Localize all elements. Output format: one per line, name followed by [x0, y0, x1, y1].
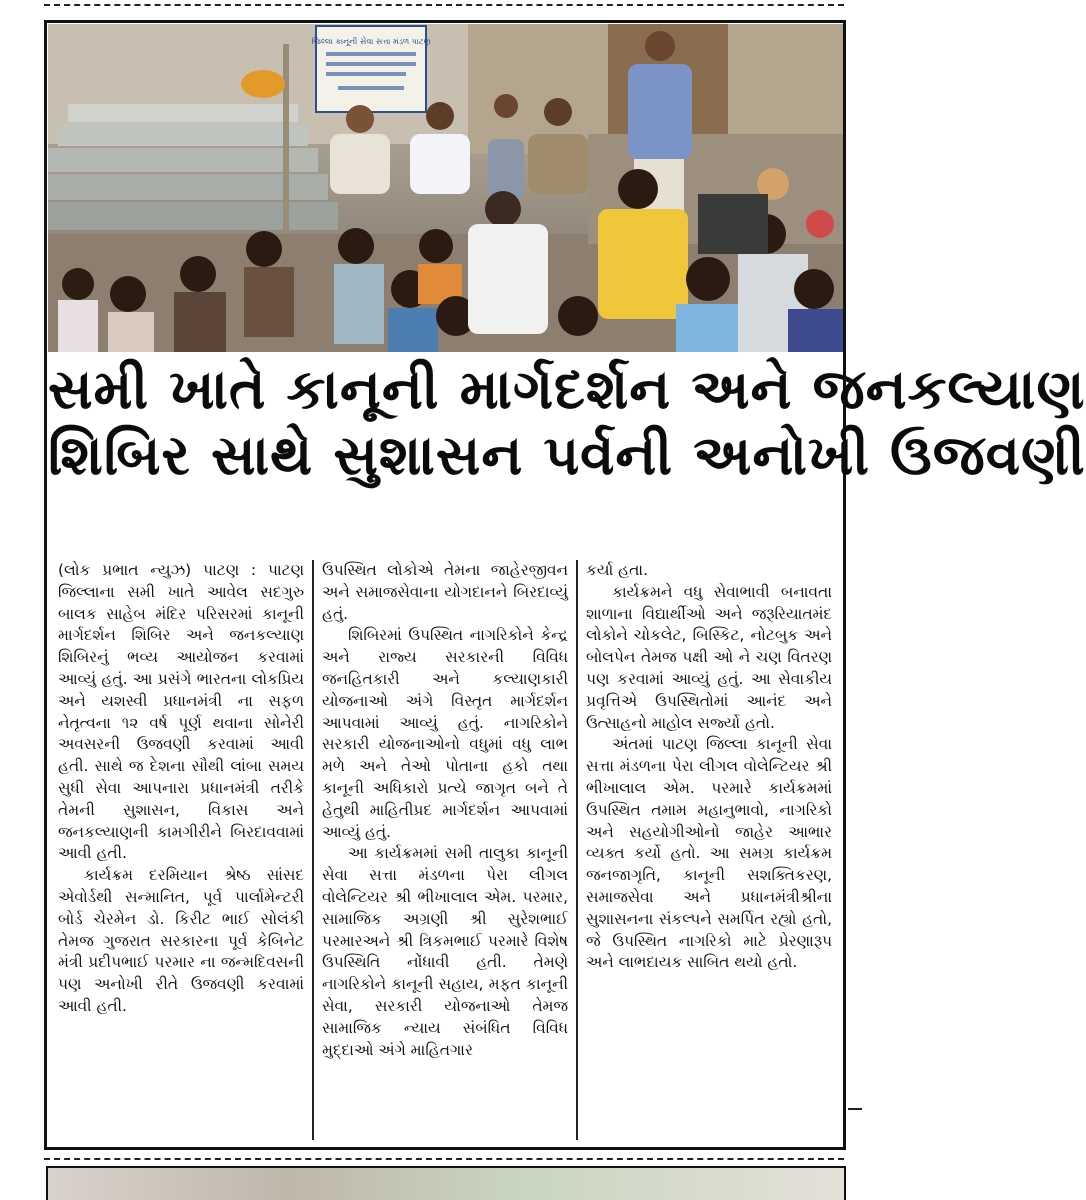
article-photo — [48, 24, 843, 352]
article-column-3 — [576, 560, 840, 1140]
banner-text: જિલ્લા કાનૂની સેવા સત્તા મંડળ પાટણ — [311, 37, 431, 46]
headline — [48, 356, 1086, 488]
paragraph: કાર્યક્રમને વધુ સેવાભાવી બનાવતા શાળાના વિદ્યાર્થીઓ અને જરૂરિયાતમંદ લોકોને ચોકલેટ, બિસ્કિટ, નોટબુક અને બોલપેન તેમજ પક્ષી ઓ ને ચણ વિતરણ પણ કરવામાં આવ્યું હતું. આ સેવાકીય પ્રવૃત્તિએ ઉપસ્થિતોમાં આનંદ અને ઉત્સાહનો માહોલ સર્જ્યો હતો. — [586, 582, 832, 732]
headline-line-2: શિબિર સાથે સુશાસન પર્વની અનોખી ઉજવણી — [48, 423, 1086, 487]
article-column-1 — [50, 560, 312, 1140]
paragraph: શિબિરમાં ઉપસ્થિત નાગરિકોને કેન્દ્ર અને રાજ્ય સરકારની વિવિધ જનહિતકારી અને કલ્યાણકારી યોજનાઓ અંગે વિસ્તૃત માર્ગદર્શન આપવામાં આવ્યું હતું. નાગરિકોને સરકારી યોજનાઓનો વધુમાં વધુ લાભ મળે અને તેઓ પોતાના હકો તથા કાનૂની અધિકારો પ્રત્યે જાગૃત બને તે હેતુથી માહિતીપ્રદ માર્ગદર્શન આપવામાં આવ્યું હતું. — [322, 626, 568, 841]
paragraph: ઉપસ્થિત લોકોએ તેમના જાહેરજીવન અને સમાજસેવાના યોગદાનને બિરદાવ્યું હતું. — [322, 561, 568, 623]
article-body — [50, 560, 840, 1140]
paragraph: (લોક પ્રભાત ન્યુઝ) પાટણ : પાટણ જિલ્લાના સમી ખાતે આવેલ સદગુરુ બાલક સાહેબ મંદિર પરિસરમાં કાનૂની માર્ગદર્શન શિબિર અને જનકલ્યાણ શિબિરનું ભવ્ય આયોજન કરવામાં આવ્યું હતું. આ પ્રસંગે ભારતના લોકપ્રિય અને યશસ્વી પ્રધાનમંત્રી ના સફળ નેતૃત્વના ૧૨ વર્ષ પૂર્ણ થવાના સોનેરી અવસરની ઉજવણી કરવામાં આવી હતી. સાથે જ દેશના સૌથી લાંબા સમય સુધી સેવા આપનારા પ્રધાનમંત્રી તરીકે તેમની સુશાસન, વિકાસ અને જનકલ્યાણની કામગીરીને બિરદાવવામાં આવી હતી. — [58, 561, 304, 863]
paragraph: આ કાર્યક્રમમાં સમી તાલુકા કાનૂની સેવા સત્તા મંડળના પેરા લીગલ વોલેન્ટિયર શ્રી ભીખાલાલ એમ. પરમાર, સામાજિક અગ્રણી શ્રી સુરેશભાઈ પરમારઅને શ્રી ત્રિકમભાઈ પરમારે વિશેષ ઉપસ્થિતિ નોંધાવી હતી. તેમણે નાગરિકોને કાનૂની સહાય, મફત કાનૂની સેવા, સરકારી યોજનાઓ તેમજ સામાજિક ન્યાય સંબંધિત વિવિધ મુદ્દાઓ અંગે માહિતગાર — [322, 844, 568, 1059]
paragraph: કાર્યક્રમ દરમિયાન શ્રેષ્ઠ સાંસદ એવોર્ડથી સન્માનિત, પૂર્વ પાર્લામેન્ટરી બોર્ડ ચેરમેન ડો. કિરીટ ભાઈ સોલંકી તેમજ ગુજરાત સરકારના પૂર્વ કેબિનેટ મંત્રી પ્રદીપભાઈ પરમાર ના જન્મદિવસની પણ અનોખી રીતે ઉજવણી કરવામાં આવી હતી. — [58, 866, 304, 1015]
article-column-2 — [312, 560, 576, 1140]
next-article-photo — [46, 1166, 846, 1200]
paragraph: કર્યા હતા. — [586, 561, 648, 579]
headline-line-1: સમી ખાતે કાનૂની માર્ગદર્શન અને જનકલ્યાણ — [48, 357, 1086, 421]
bottom-cut-line — [44, 1158, 844, 1160]
paragraph: અંતમાં પાટણ જિલ્લા કાનૂની સેવા સત્તા મંડળના પેરા લીગલ વોલેન્ટિયર શ્રી ભીખાલાલ એમ. પરમારે કાર્યક્રમમાં ઉપસ્થિત તમામ મહાનુભાવો, નાગરિકો અને સહયોગીઓનો જાહેર આભાર વ્યક્ત કર્યો હતો. આ સમગ્ર કાર્યક્રમ જનજાગૃતિ, કાનૂની સશક્તિકરણ, સમાજસેવા અને પ્રધાનમંત્રીશ્રીના સુશાસનના સંકલ્પને સમર્પિત રહ્યો હતો, જે ઉપસ્થિત નાગરિકો માટે પ્રેરણારૂપ અને લાભદાયક સાબિત થયો હતો. — [586, 735, 832, 972]
margin-mark — [848, 1108, 862, 1110]
top-cut-line — [44, 4, 844, 6]
